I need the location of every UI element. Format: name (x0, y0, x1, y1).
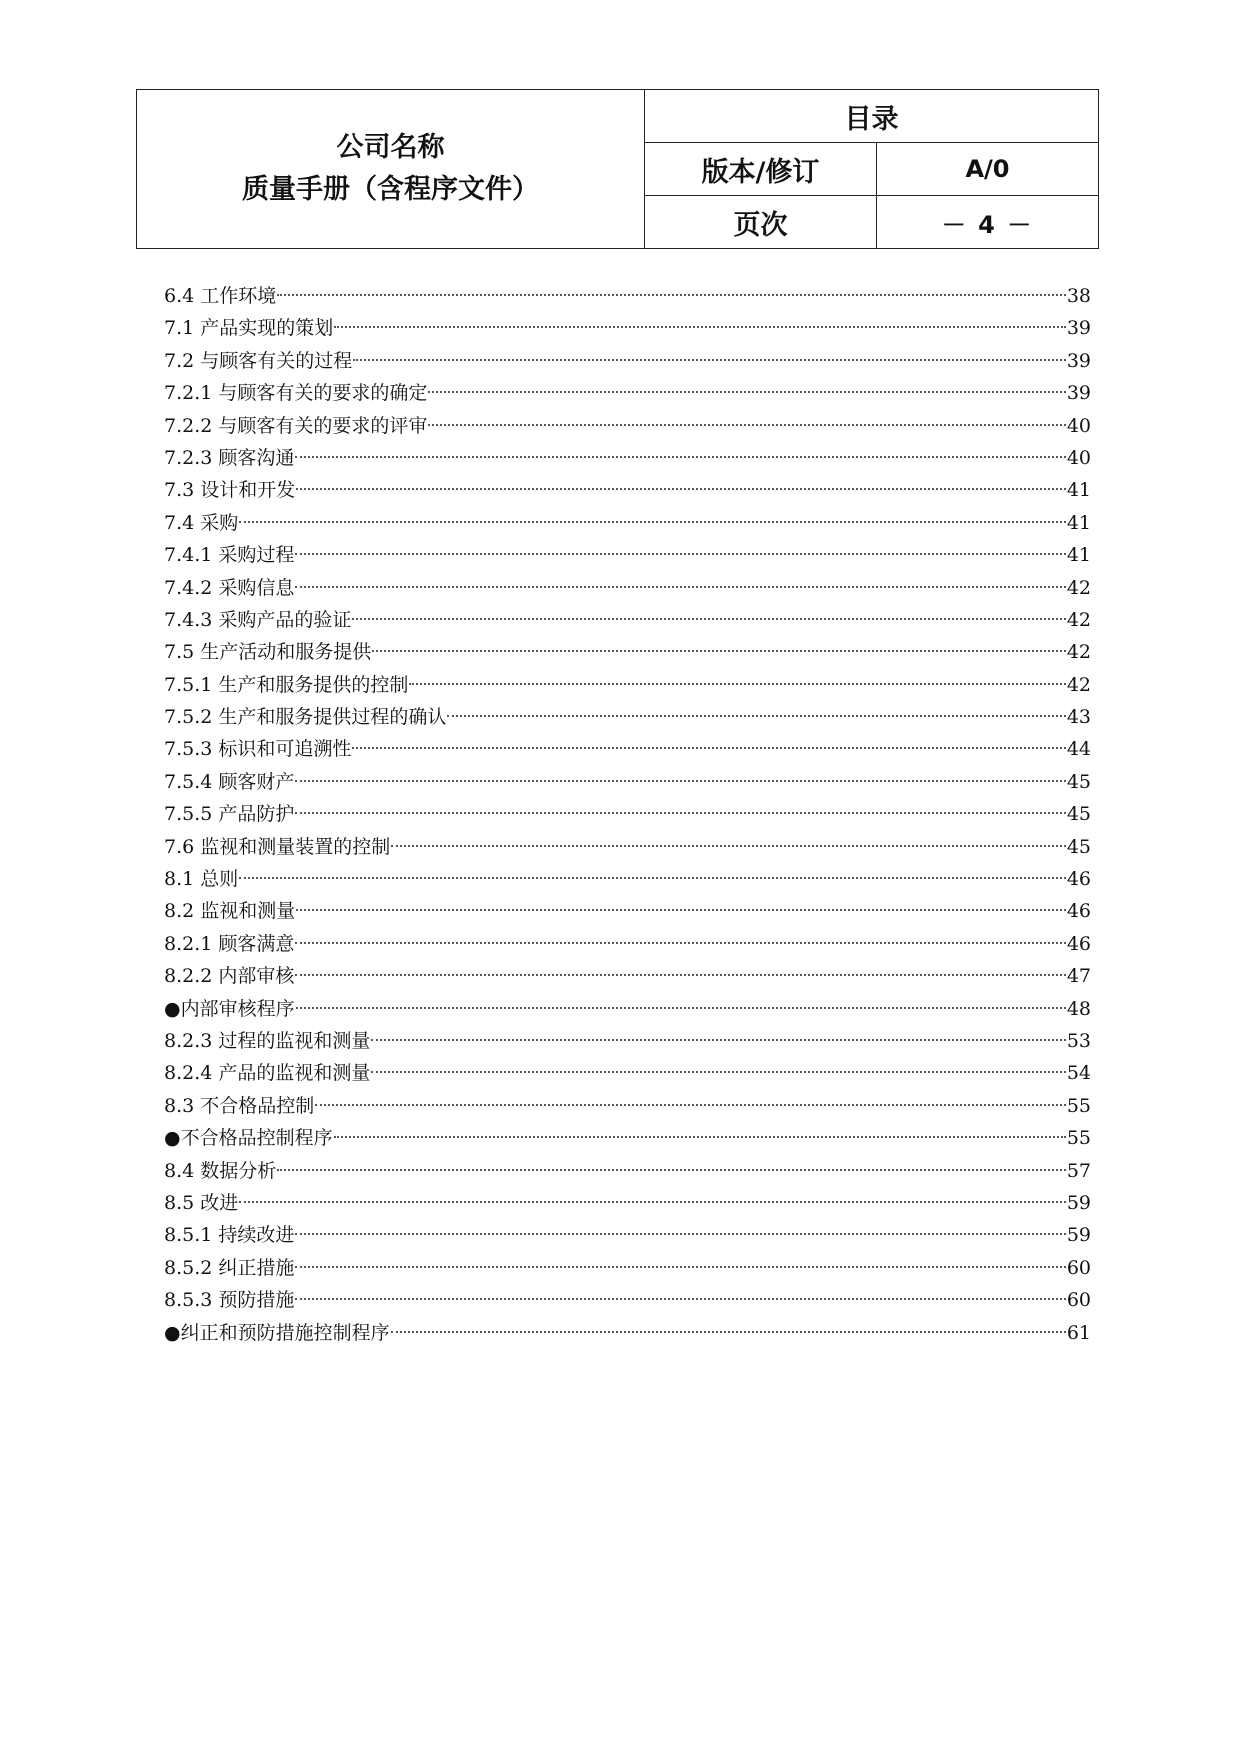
toc-entry-title: 8.5.2 纠正措施 (164, 1256, 295, 1279)
toc-entry-title: ●不合格品控制程序 (164, 1127, 333, 1150)
toc-entry-title: 8.3 不合格品控制 (164, 1094, 315, 1117)
toc-entry-page: 42 (1066, 641, 1091, 664)
toc-leader-dots (371, 1039, 1065, 1041)
toc-entry-page: 40 (1066, 446, 1091, 469)
toc-leader-dots (296, 909, 1066, 911)
toc-leader-dots (352, 618, 1065, 620)
toc-entry[interactable] (164, 766, 1091, 798)
toc-entry-title: 7.4.3 采购产品的验证 (164, 608, 352, 631)
toc-entry[interactable] (164, 1317, 1091, 1349)
toc-entry-title: 8.1 总则 (164, 868, 239, 891)
toc-entry-title: 8.5.3 预防措施 (164, 1289, 295, 1312)
table-of-contents (164, 280, 1091, 1349)
toc-entry[interactable] (164, 345, 1091, 377)
toc-entry-title: ●内部审核程序 (164, 997, 295, 1020)
toc-entry-page: 44 (1066, 738, 1091, 761)
toc-entry-page: 38 (1066, 285, 1091, 307)
toc-entry-title: 7.5 生产活动和服务提供 (164, 641, 372, 664)
toc-entry-title: 6.4 工作环境 (164, 285, 277, 307)
toc-entry-title: ●纠正和预防措施控制程序 (164, 1321, 390, 1344)
toc-leader-dots (277, 1169, 1066, 1171)
toc-entry-page: 47 (1066, 965, 1091, 988)
toc-entry-title: 7.1 产品实现的策划 (164, 317, 334, 340)
toc-entry-page: 42 (1066, 673, 1091, 696)
toc-entry-page: 41 (1066, 544, 1091, 567)
toc-entry[interactable] (164, 572, 1091, 604)
toc-entry-page: 57 (1066, 1159, 1091, 1182)
toc-entry[interactable] (164, 1057, 1091, 1089)
toc-leader-dots (295, 1233, 1065, 1235)
toc-entry-title: 8.2.4 产品的监视和测量 (164, 1062, 371, 1085)
toc-entry[interactable] (164, 507, 1091, 539)
toc-leader-dots (334, 326, 1066, 328)
toc-leader-dots (295, 812, 1065, 814)
toc-entry-title: 7.5.1 生产和服务提供的控制 (164, 673, 409, 696)
toc-entry[interactable] (164, 636, 1091, 668)
toc-leader-dots (334, 1136, 1066, 1138)
toc-leader-dots (295, 1266, 1065, 1268)
toc-entry-page: 46 (1066, 868, 1091, 891)
toc-entry-title: 7.5.4 顾客财产 (164, 770, 295, 793)
toc-leader-dots (277, 294, 1066, 296)
toc-leader-dots (428, 391, 1065, 393)
toc-leader-dots (295, 780, 1065, 782)
toc-leader-dots (295, 974, 1065, 976)
toc-entry[interactable] (164, 831, 1091, 863)
toc-entry-page: 42 (1066, 608, 1091, 631)
toc-leader-dots (371, 1071, 1065, 1073)
toc-entry[interactable] (164, 701, 1091, 733)
toc-leader-dots (315, 1104, 1066, 1106)
toc-entry-page: 54 (1066, 1062, 1091, 1085)
toc-entry-page: 48 (1066, 997, 1091, 1020)
toc-entry-title: 8.5 改进 (164, 1191, 239, 1214)
toc-entry-title: 8.5.1 持续改进 (164, 1224, 295, 1247)
doc-title: 目录 (645, 90, 1098, 143)
toc-leader-dots (352, 747, 1065, 749)
document-header-table (136, 89, 1099, 249)
toc-entry-page: 53 (1066, 1029, 1091, 1052)
company-name: 公司名称 (336, 132, 445, 163)
toc-entry-title: 7.2 与顾客有关的过程 (164, 349, 353, 372)
toc-entry-title: 7.2.2 与顾客有关的要求的评审 (164, 414, 428, 437)
toc-entry-page: 41 (1066, 511, 1091, 534)
toc-entry-page: 41 (1066, 479, 1091, 502)
toc-entry-page: 55 (1066, 1127, 1091, 1150)
toc-entry-page: 43 (1066, 706, 1091, 729)
toc-entry[interactable] (164, 1155, 1091, 1187)
toc-entry[interactable] (164, 1090, 1091, 1122)
toc-entry[interactable] (164, 863, 1091, 895)
toc-entry-title: 7.5.2 生产和服务提供过程的确认 (164, 706, 447, 729)
toc-entry-title: 7.4.1 采购过程 (164, 544, 295, 567)
toc-entry[interactable] (164, 1284, 1091, 1316)
toc-entry[interactable] (164, 474, 1091, 506)
toc-entry-title: 7.3 设计和开发 (164, 479, 296, 502)
toc-entry-page: 61 (1066, 1321, 1091, 1344)
toc-entry[interactable] (164, 1252, 1091, 1284)
toc-entry-title: 7.5.3 标识和可追溯性 (164, 738, 352, 761)
toc-entry[interactable] (164, 798, 1091, 830)
toc-entry-page: 59 (1066, 1191, 1091, 1214)
toc-entry[interactable] (164, 539, 1091, 571)
toc-entry[interactable] (164, 604, 1091, 636)
toc-leader-dots (295, 456, 1065, 458)
toc-leader-dots (239, 1201, 1066, 1203)
toc-entry-page: 45 (1066, 835, 1091, 858)
toc-entry-page: 60 (1066, 1256, 1091, 1279)
toc-entry[interactable] (164, 377, 1091, 409)
toc-leader-dots (447, 715, 1065, 717)
toc-entry[interactable] (164, 960, 1091, 992)
toc-entry-title: 7.6 监视和测量装置的控制 (164, 835, 391, 858)
version-label: 版本/修订 (645, 143, 877, 196)
toc-entry[interactable] (164, 280, 1091, 312)
toc-entry-page: 40 (1066, 414, 1091, 437)
toc-entry[interactable] (164, 733, 1091, 765)
manual-title: 质量手册（含程序文件） (242, 174, 539, 205)
toc-entry-page: 59 (1066, 1224, 1091, 1247)
toc-entry-page: 39 (1066, 317, 1091, 340)
toc-entry-page: 60 (1066, 1289, 1091, 1312)
toc-entry-title: 7.2.3 顾客沟通 (164, 446, 295, 469)
toc-entry[interactable] (164, 410, 1091, 442)
toc-leader-dots (353, 359, 1066, 361)
toc-entry-title: 8.4 数据分析 (164, 1159, 277, 1182)
toc-leader-dots (391, 1331, 1066, 1333)
toc-entry[interactable] (164, 1122, 1091, 1154)
toc-entry[interactable] (164, 1219, 1091, 1251)
toc-leader-dots (239, 521, 1066, 523)
toc-leader-dots (239, 877, 1066, 879)
toc-entry-page: 39 (1066, 349, 1091, 372)
toc-entry-page: 46 (1066, 900, 1091, 923)
version-value: A/0 (877, 143, 1098, 196)
toc-leader-dots (295, 1298, 1065, 1300)
toc-entry-title: 8.2 监视和测量 (164, 900, 296, 923)
toc-leader-dots (295, 553, 1065, 555)
toc-leader-dots (428, 424, 1065, 426)
page-value: － 4 － (941, 210, 1034, 239)
toc-entry[interactable] (164, 442, 1091, 474)
toc-entry-page: 46 (1066, 932, 1091, 955)
toc-entry-title: 7.5.5 产品防护 (164, 803, 295, 826)
toc-entry-title: 7.2.1 与顾客有关的要求的确定 (164, 382, 428, 405)
toc-entry[interactable] (164, 928, 1091, 960)
toc-entry-page: 45 (1066, 770, 1091, 793)
toc-leader-dots (295, 942, 1065, 944)
toc-entry-title: 7.4 采购 (164, 511, 239, 534)
toc-entry-title: 8.2.3 过程的监视和测量 (164, 1029, 371, 1052)
toc-entry[interactable] (164, 1025, 1091, 1057)
toc-entry[interactable] (164, 669, 1091, 701)
toc-leader-dots (295, 586, 1065, 588)
page-label: 页次 (645, 196, 877, 248)
toc-entry-page: 55 (1066, 1094, 1091, 1117)
toc-entry-title: 8.2.1 顾客满意 (164, 932, 295, 955)
toc-entry[interactable] (164, 993, 1091, 1025)
toc-entry[interactable] (164, 1187, 1091, 1219)
toc-entry-title: 8.2.2 内部审核 (164, 965, 295, 988)
toc-entry-title: 7.4.2 采购信息 (164, 576, 295, 599)
toc-entry-page: 42 (1066, 576, 1091, 599)
toc-leader-dots (296, 488, 1066, 490)
toc-leader-dots (391, 845, 1066, 847)
company-cell (137, 90, 645, 248)
toc-leader-dots (296, 1007, 1066, 1009)
toc-entry-page: 45 (1066, 803, 1091, 826)
toc-leader-dots (372, 650, 1066, 652)
toc-entry[interactable] (164, 895, 1091, 927)
toc-leader-dots (409, 683, 1065, 685)
toc-entry-page: 39 (1066, 382, 1091, 405)
toc-entry[interactable] (164, 312, 1091, 344)
